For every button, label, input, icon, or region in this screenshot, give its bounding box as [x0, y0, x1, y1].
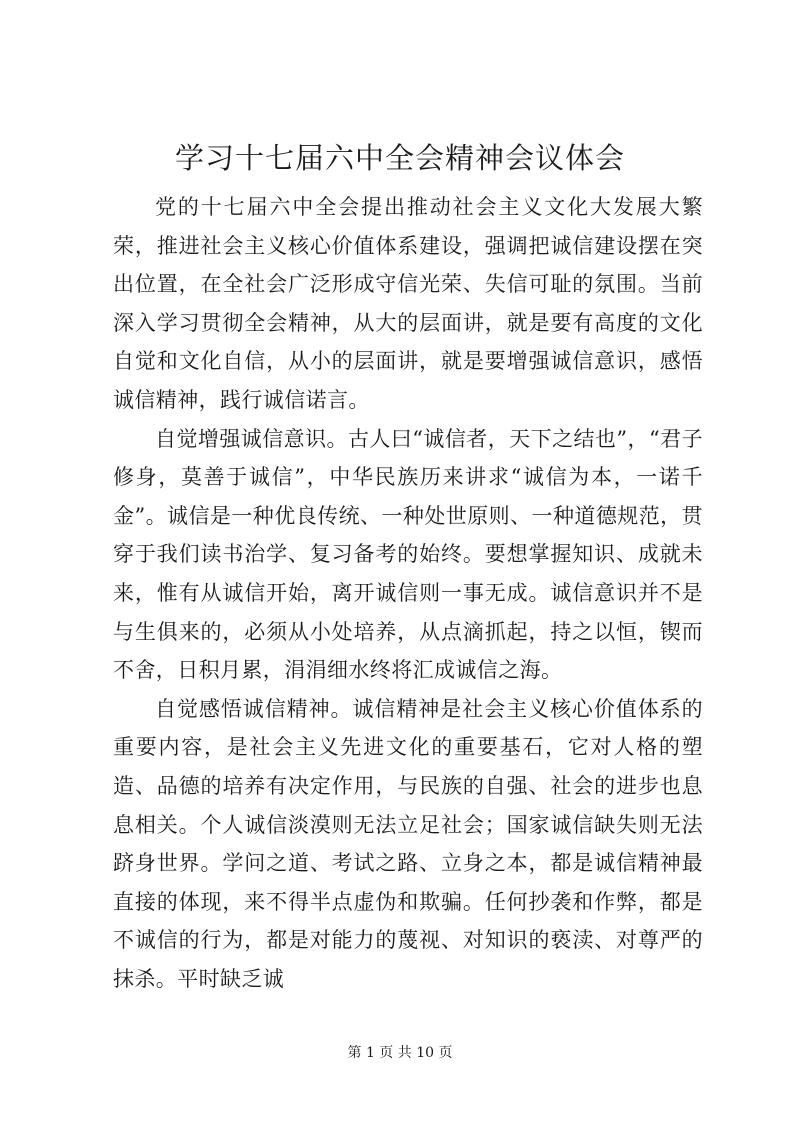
paragraph-integrity-spirit: 自觉感悟诚信精神。诚信精神是社会主义核心价值体系的重要内容，是社会主义先进文化的重要基石，它对人格的塑造、品德的培养有决定作用，与民族的自强、社会的进步也息息相关。个人诚信淡漠则无法立足社会；国家诚信缺失则无法跻身世界。学问之道、考试之路、立身之本，都是诚信精神最直接的体现，来不得半点虚伪和欺骗。任何抄袭和作弊，都是不诚信的行为，都是对能力的蔑视、对知识的亵渎、对尊严的抹杀。平时缺乏诚 [113, 696, 703, 991]
paragraph-integrity-awareness: 自觉增强诚信意识。古人曰“诚信者，天下之结也”，“君子修身，莫善于诚信”，中华民族历来讲求“诚信为本，一诺千金”。诚信是一种优良传统、一种处世原则、一种道德规范，贯穿于我们读书治学、复习备考的始终。要想掌握知识、成就未来，惟有从诚信开始，离开诚信则一事无成。诚信意识并不是与生俱来的，必须从小处培养，从点滴抓起，持之以恒，锲而不舍，日积月累，涓涓细水终将汇成诚信之海。 [113, 426, 703, 683]
document-body [113, 188, 703, 998]
page-number-footer: 第 1 页 共 10 页 [347, 1045, 453, 1061]
paragraph-intro: 党的十七届六中全会提出推动社会主义文化大发展大繁荣，推进社会主义核心价值体系建设，强调把诚信建设摆在突出位置，在全社会广泛形成守信光荣、失信可耻的氛围。当前深入学习贯彻全会精神，从大的层面讲，就是要有高度的文化自觉和文化自信，从小的层面讲，就是要增强诚信意识，感悟诚信精神，践行诚信诺言。 [113, 195, 703, 412]
document-title: 学习十七届六中全会精神会议体会 [174, 141, 625, 175]
